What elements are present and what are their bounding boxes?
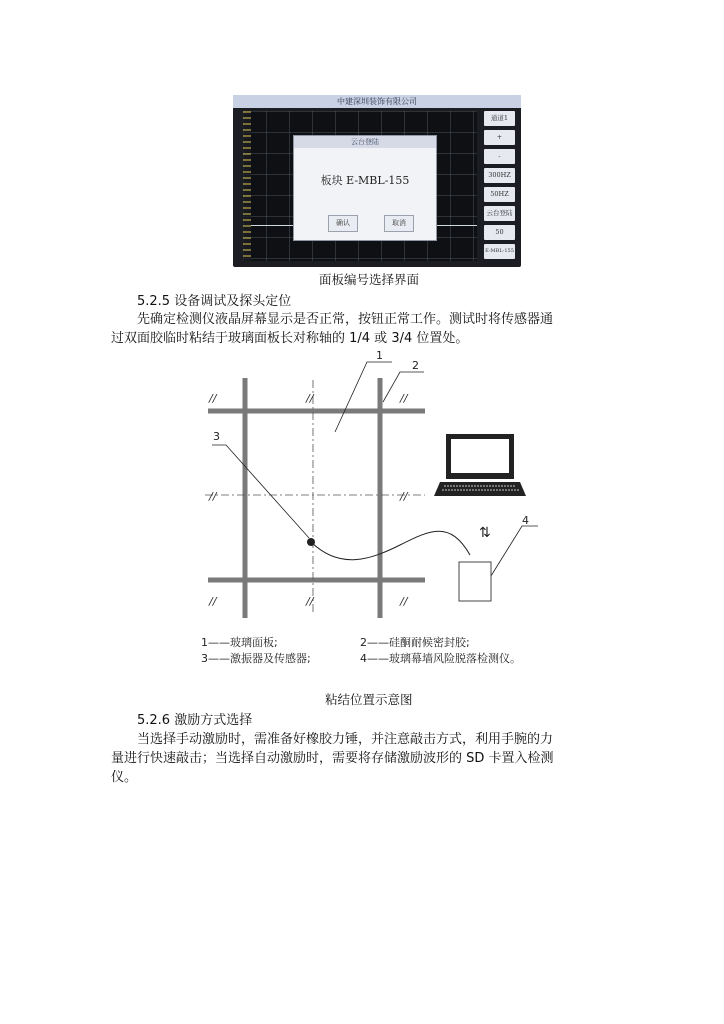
side-button-plus[interactable]: + bbox=[484, 130, 515, 145]
cancel-button[interactable]: 取消 bbox=[384, 215, 414, 232]
cut-mark: // bbox=[400, 392, 408, 405]
device-sidebar bbox=[482, 111, 517, 263]
legend-2: 2——硅酮耐候密封胶; bbox=[360, 636, 470, 649]
placement-diagram bbox=[190, 345, 570, 675]
device-axis-labels bbox=[243, 111, 251, 261]
glass-panel-frame bbox=[208, 378, 425, 618]
sensor-cable bbox=[311, 531, 470, 559]
side-button-panel-id[interactable]: E-MBL-155 bbox=[484, 244, 515, 259]
dialog-title: 云台登陆 bbox=[294, 136, 436, 148]
section-heading-526: 5.2.6 激励方式选择 bbox=[137, 713, 253, 728]
side-button-300hz[interactable]: 300HZ bbox=[484, 168, 515, 183]
callout-2: 2 bbox=[412, 359, 419, 372]
callout-4: 4 bbox=[522, 514, 529, 527]
legend-3: 3——激振器及传感器; bbox=[201, 652, 311, 665]
cut-mark: // bbox=[400, 490, 408, 503]
side-button-minus[interactable]: - bbox=[484, 149, 515, 164]
cut-mark: // bbox=[209, 595, 217, 608]
figure-caption-1: 面板编号选择界面 bbox=[319, 272, 420, 287]
device-dialog bbox=[293, 135, 437, 241]
side-button-50hz[interactable]: 50HZ bbox=[484, 187, 515, 202]
laptop-icon bbox=[434, 434, 526, 496]
legend-4: 4——玻璃幕墙风险脱落检测仪。 bbox=[360, 652, 521, 665]
legend-1: 1——玻璃面板; bbox=[201, 636, 278, 649]
paragraph-525-line1: 先确定检测仪液晶屏幕显示是否正常，按钮正常工作。测试时将传感器通 bbox=[137, 312, 554, 327]
cut-mark: // bbox=[400, 595, 408, 608]
side-button-50[interactable]: 50 bbox=[484, 225, 515, 240]
device-photo bbox=[233, 95, 521, 267]
figure-caption-2: 粘结位置示意图 bbox=[325, 692, 413, 707]
cut-mark: // bbox=[209, 490, 217, 503]
callout-3: 3 bbox=[213, 430, 220, 443]
confirm-button[interactable]: 确认 bbox=[328, 215, 358, 232]
cut-mark: // bbox=[306, 392, 314, 405]
cut-mark: // bbox=[209, 392, 217, 405]
device-header: 中建深圳装饰有限公司 bbox=[233, 95, 521, 108]
dialog-text: 板块 E-MBL-155 bbox=[320, 174, 410, 187]
side-button-channel[interactable]: 通道1 bbox=[484, 111, 515, 126]
detector-device-box bbox=[459, 562, 491, 601]
callout-1: 1 bbox=[376, 349, 383, 362]
paragraph-526-line1: 当选择手动激励时，需准备好橡胶力锤，并注意敲击方式，利用手腕的力 bbox=[137, 732, 554, 747]
cut-mark: // bbox=[306, 595, 314, 608]
side-button-login[interactable]: 云台登陆 bbox=[484, 206, 515, 221]
sensor-dot bbox=[307, 538, 315, 546]
data-transfer-arrows: ⇅ bbox=[479, 525, 491, 541]
paragraph-526-line2: 量进行快速敲击；当选择自动激励时，需要将存储激励波形的 SD 卡置入检测 bbox=[111, 751, 554, 766]
paragraph-525-line2: 过双面胶临时粘结于玻璃面板长对称轴的 1/4 或 3/4 位置处。 bbox=[111, 331, 469, 346]
section-heading-525: 5.2.5 设备调试及探头定位 bbox=[137, 294, 292, 309]
paragraph-526-line3: 仪。 bbox=[111, 770, 138, 785]
